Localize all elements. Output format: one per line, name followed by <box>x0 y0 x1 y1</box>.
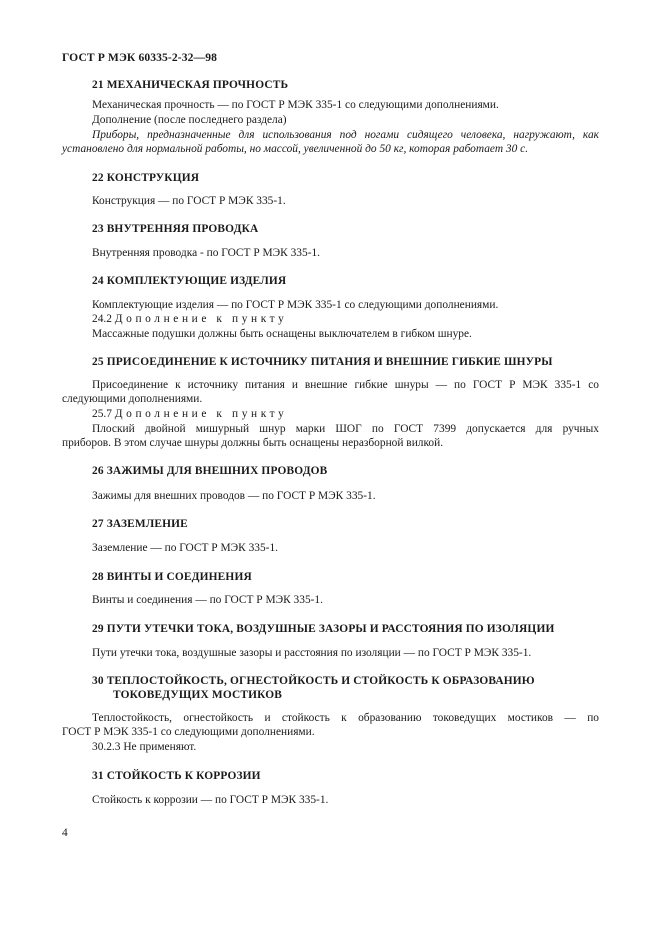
section-25-clause-number: 25.7 <box>92 408 112 420</box>
section-30-paragraph-1 <box>62 711 599 739</box>
section-31-title: 31 СТОЙКОСТЬ К КОРРОЗИИ <box>92 770 261 782</box>
section-25-paragraph-3-line-2: приборов. В этом случае шнуры должны быть оснащены неразборной вилкой. <box>62 437 444 449</box>
section-25-paragraph-1-line-2: следующими дополнениями. <box>62 393 203 405</box>
section-30-title-line-2: ТОКОВЕДУЩИХ МОСТИКОВ <box>113 689 282 701</box>
section-30-paragraph-2: 30.2.3 Не применяют. <box>92 741 197 753</box>
section-25-paragraph-3 <box>62 422 599 450</box>
section-21-paragraph-2: Дополнение (после последнего раздела) <box>92 114 287 126</box>
section-28-title: 28 ВИНТЫ И СОЕДИНЕНИЯ <box>92 571 252 583</box>
document-header: ГОСТ Р МЭК 60335-2-32—98 <box>62 51 218 64</box>
section-27-title: 27 ЗАЗЕМЛЕНИЕ <box>92 518 188 530</box>
section-24-title: 24 КОМПЛЕКТУЮЩИЕ ИЗДЕЛИЯ <box>92 275 287 287</box>
section-28-paragraph-1: Винты и соединения — по ГОСТ Р МЭК 335-1. <box>92 594 323 606</box>
section-23-paragraph-1: Внутренняя проводка - по ГОСТ Р МЭК 335-1. <box>92 247 321 259</box>
section-24-clause-number: 24.2 <box>92 313 112 325</box>
section-30-paragraph-1-line-1: Теплостойкость, огнестойкость и стойкость к образованию токоведущих мостиков — по <box>92 712 599 724</box>
section-25-clause-label: Дополнение к пункту <box>114 408 288 420</box>
section-24-paragraph-2 <box>92 312 287 326</box>
section-22-title: 22 КОНСТРУКЦИЯ <box>92 172 200 184</box>
section-31-paragraph-1: Стойкость к коррозии — по ГОСТ Р МЭК 335-1. <box>92 794 329 806</box>
section-21-paragraph-1: Механическая прочность — по ГОСТ Р МЭК 335-1 со следующими дополнениями. <box>92 99 499 111</box>
section-25-paragraph-1 <box>62 378 599 406</box>
section-25-title: 25 ПРИСОЕДИНЕНИЕ К ИСТОЧНИКУ ПИТАНИЯ И ВНЕШНИЕ ГИБКИЕ ШНУРЫ <box>92 356 553 368</box>
section-22-paragraph-1: Конструкция — по ГОСТ Р МЭК 335-1. <box>92 195 286 207</box>
section-24-clause-label: Дополнение к пункту <box>114 313 288 325</box>
section-24-paragraph-1: Комплектующие изделия — по ГОСТ Р МЭК 335-1 со следующими дополнениями. <box>92 299 499 311</box>
section-26-title: 26 ЗАЖИМЫ ДЛЯ ВНЕШНИХ ПРОВОДОВ <box>92 465 328 477</box>
section-23-title: 23 ВНУТРЕННЯЯ ПРОВОДКА <box>92 223 259 235</box>
section-25-paragraph-3-line-1: Плоский двойной мишурный шнур марки ШОГ по ГОСТ 7399 допускается для ручных <box>92 423 599 435</box>
section-29-title: 29 ПУТИ УТЕЧКИ ТОКА, ВОЗДУШНЫЕ ЗАЗОРЫ И РАССТОЯНИЯ ПО ИЗОЛЯЦИИ <box>92 623 555 635</box>
section-26-paragraph-1: Зажимы для внешних проводов — по ГОСТ Р МЭК 335-1. <box>92 490 376 502</box>
section-21-paragraph-3-line-1: Приборы, предназначенные для использования под ногами сидящего человека, нагружают, как <box>92 129 599 141</box>
section-29-paragraph-1: Пути утечки тока, воздушные зазоры и расстояния по изоляции — по ГОСТ Р МЭК 335-1. <box>92 647 532 659</box>
section-21-title: 21 МЕХАНИЧЕСКАЯ ПРОЧНОСТЬ <box>92 79 289 91</box>
section-30-title-line-1: 30 ТЕПЛОСТОЙКОСТЬ, ОГНЕСТОЙКОСТЬ И СТОЙКОСТЬ К ОБРАЗОВАНИЮ <box>92 675 535 687</box>
section-21-paragraph-3 <box>62 128 599 156</box>
section-25-paragraph-1-line-1: Присоединение к источнику питания и внешние гибкие шнуры — по ГОСТ Р МЭК 335-1 со <box>92 379 599 391</box>
section-25-paragraph-2 <box>92 407 287 421</box>
section-27-paragraph-1: Заземление — по ГОСТ Р МЭК 335-1. <box>92 542 279 554</box>
section-24-paragraph-3: Массажные подушки должны быть оснащены выключателем в гибком шнуре. <box>92 328 472 340</box>
section-21-paragraph-3-line-2: установлено для нормальной работы, но массой, увеличенной до 50 кг, которая работает 30 с. <box>62 143 529 155</box>
page-number: 4 <box>62 827 68 839</box>
section-30-paragraph-1-line-2: ГОСТ Р МЭК 335-1 со следующими дополнениями. <box>62 726 315 738</box>
